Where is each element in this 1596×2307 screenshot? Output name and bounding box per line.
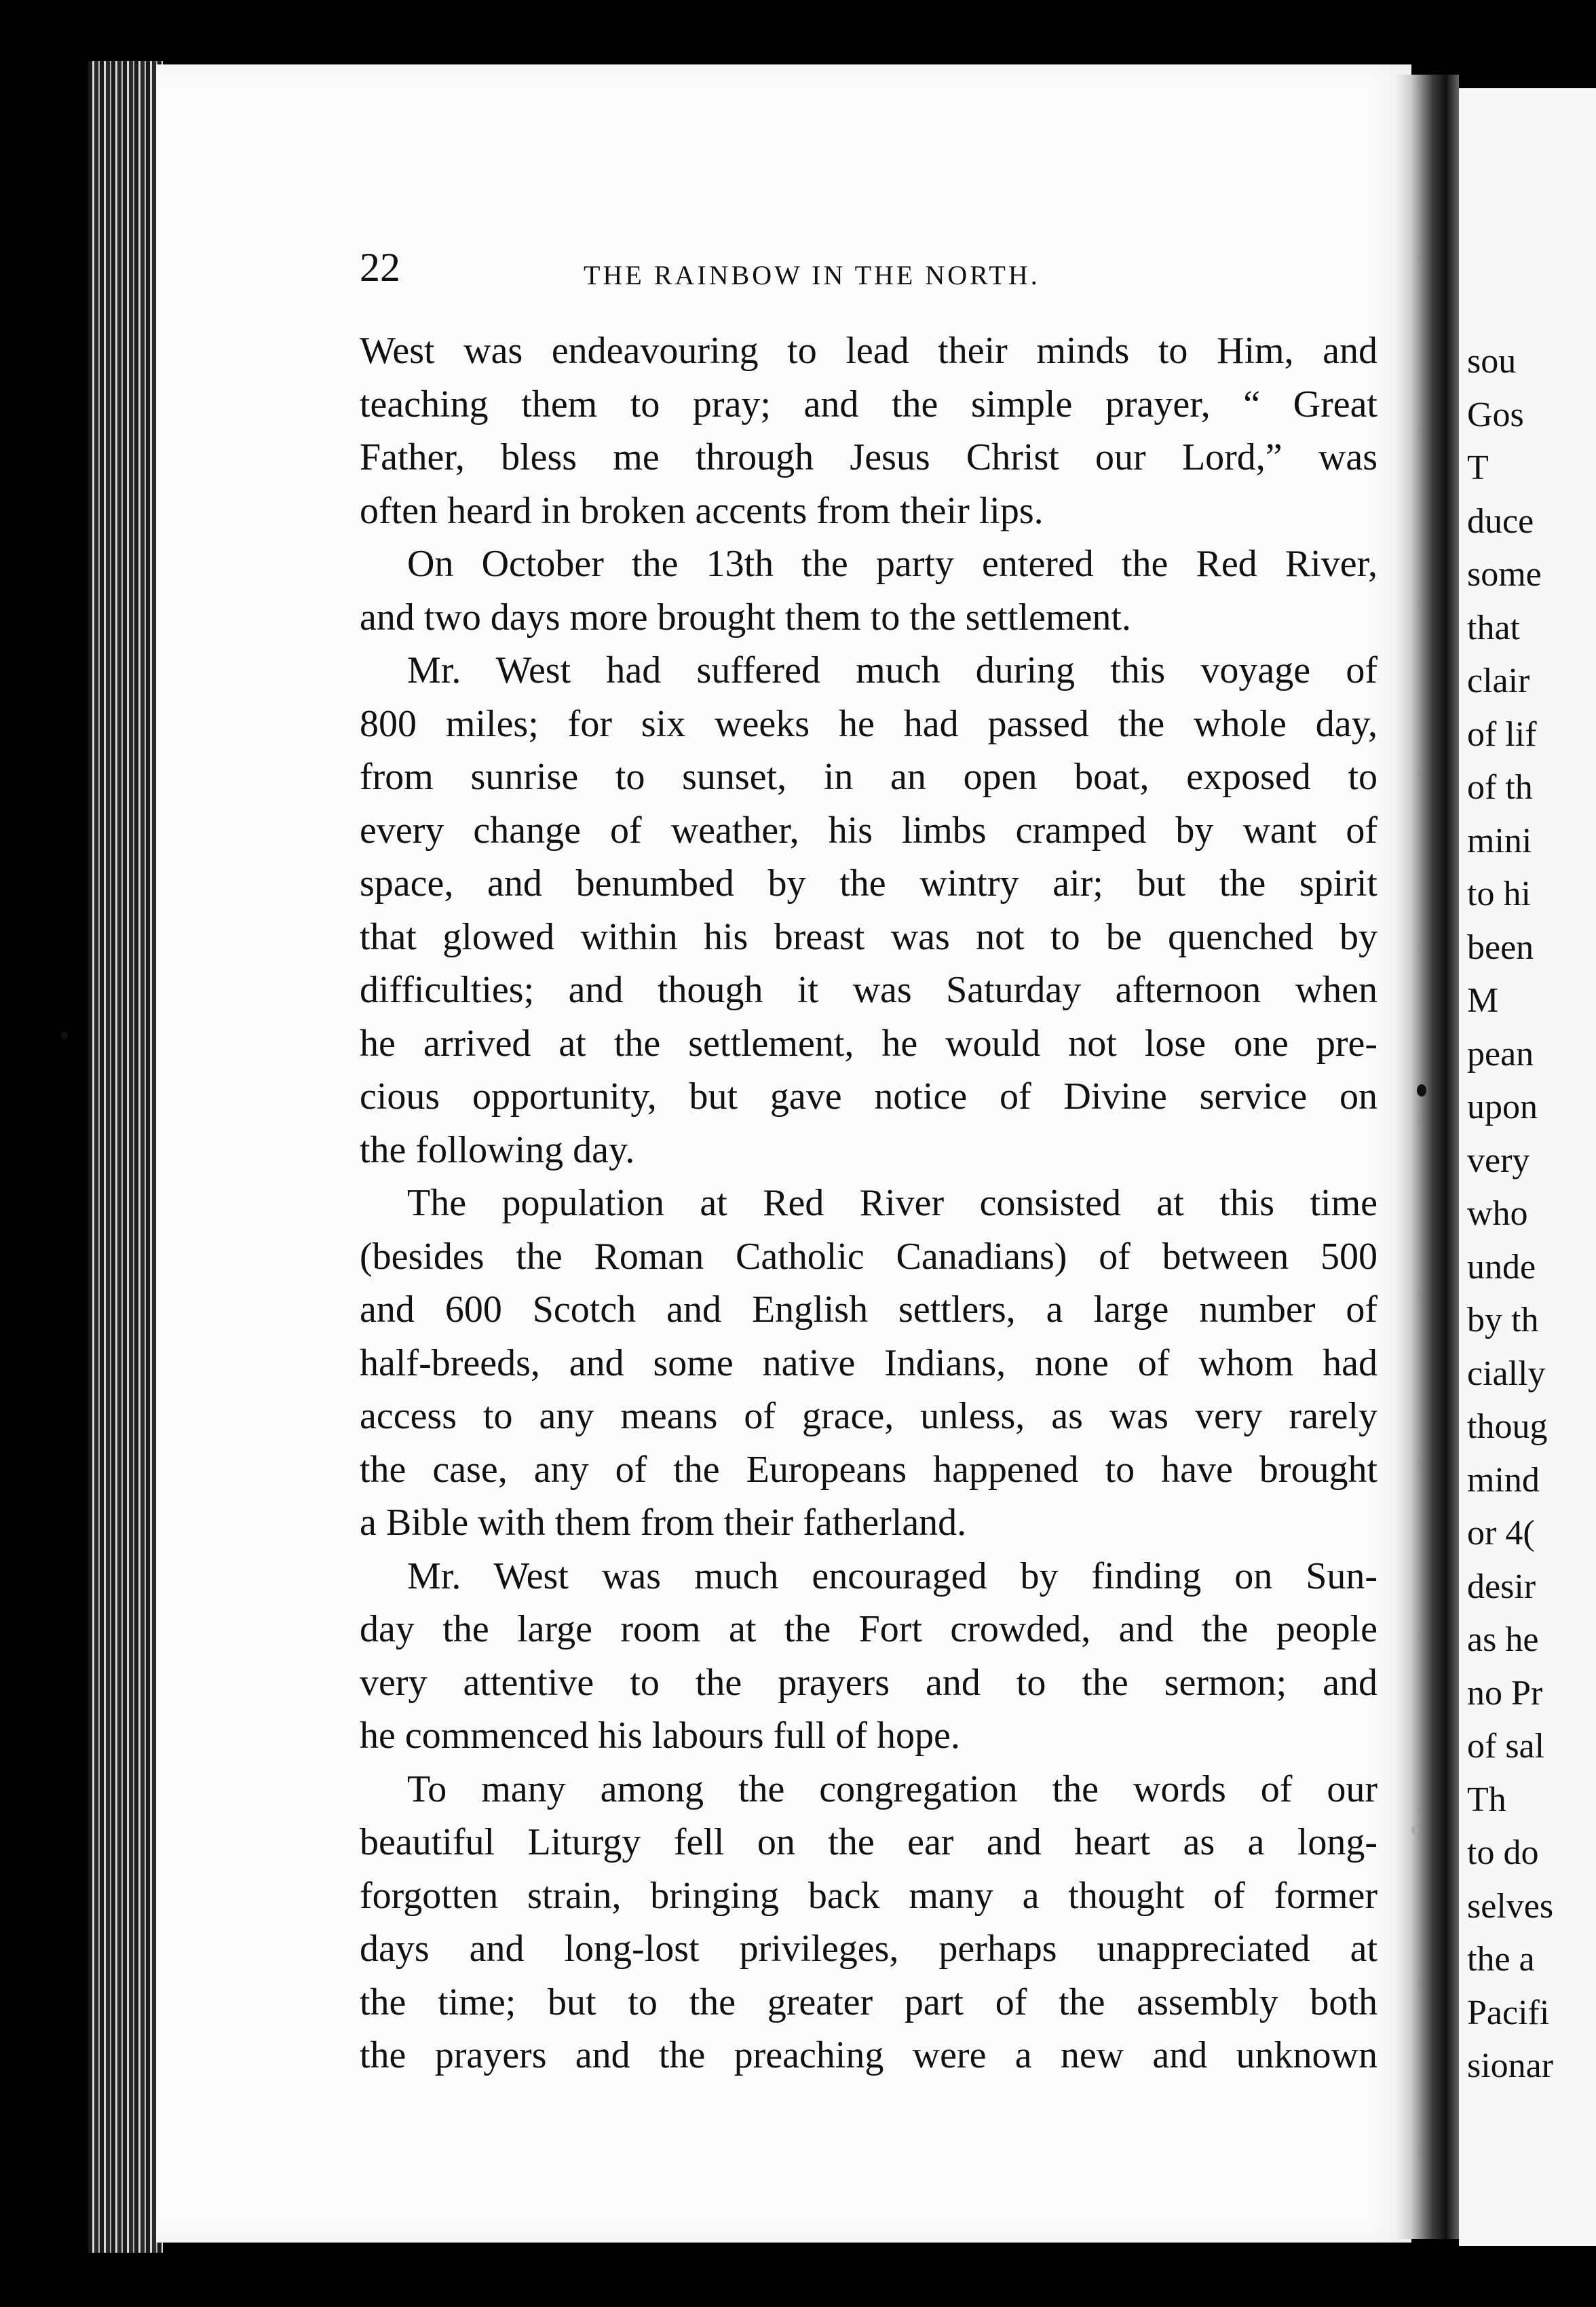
text-line: The population at Red River consisted at this time [407,1182,1378,1224]
text-line: On October the 13th the party entered the Red River, [407,543,1378,585]
text-line: and two days more brought them to the settlement. [360,596,1131,638]
facing-text-fragment: to do [1467,1833,1539,1872]
text-line: forgotten strain, bringing back many a thought of former [360,1874,1378,1917]
facing-text-fragment: pean [1467,1034,1534,1073]
facing-text-fragment: that [1467,608,1520,647]
facing-text-fragment: sionar [1467,2046,1554,2085]
facing-text-fragment: thoug [1467,1407,1548,1446]
text-line: day the large room at the Fort crowded, and the people [360,1608,1378,1650]
facing-text-fragment: upon [1467,1088,1538,1126]
facing-text-fragment: who [1467,1194,1528,1233]
facing-text-fragment: some [1467,555,1542,594]
page-header [360,245,1418,299]
text-line: Mr. West had suffered much during this voyage of [407,649,1378,691]
text-line: beautiful Liturgy fell on the ear and heart as a long- [360,1821,1378,1863]
facing-text-fragment: very [1467,1141,1530,1180]
text-line: half-breeds, and some native Indians, none of whom had [360,1341,1378,1384]
text-line: difficulties; and though it was Saturday afternoon when [360,969,1378,1011]
facing-text-fragment: selves [1467,1886,1554,1926]
facing-page-text [1467,335,1596,2093]
text-line: every change of weather, his limbs cramped by want of [360,809,1378,852]
text-line: (besides the Roman Catholic Canadians) of between 500 [360,1235,1378,1278]
facing-text-fragment: to hi [1467,875,1531,913]
facing-text-fragment: T [1467,449,1489,487]
facing-text-fragment: mind [1467,1460,1540,1500]
facing-text-fragment: of lif [1467,714,1537,754]
facing-text-fragment: unde [1467,1247,1536,1286]
facing-text-fragment: clair [1467,662,1530,700]
text-line: from sunrise to sunset, in an open boat, exposed to [360,756,1378,798]
text-line: the following day. [360,1128,635,1171]
facing-text-fragment: Th [1467,1780,1506,1819]
facing-text-fragment: of th [1467,768,1533,807]
text-line: he commenced his labours full of hope. [360,1715,960,1757]
text-line: a Bible with them from their fatherland. [360,1502,967,1544]
scan-speck [61,1031,68,1040]
facing-text-fragment: duce [1467,501,1534,541]
text-line: and 600 Scotch and English settlers, a large number of [360,1289,1378,1331]
scan-speck [1411,1825,1418,1835]
facing-text-fragment: mini [1467,821,1532,860]
text-line: the case, any of the Europeans happened to have brought [360,1448,1378,1491]
text-line: often heard in broken accents from their lips. [360,489,1044,532]
text-line: Father, bless me through Jesus Christ our Lord,” was [360,436,1378,478]
text-line: West was endeavouring to lead their minds to Him, and [360,330,1378,372]
text-line: access to any means of grace, unless, as was very rarely [360,1395,1378,1437]
facing-text-fragment: Pacifi [1467,1993,1550,2032]
text-line: 800 miles; for six weeks he had passed the whole day, [360,702,1378,745]
facing-text-fragment: desir [1467,1567,1536,1606]
text-line: space, and benumbed by the wintry air; but the spirit [360,862,1378,904]
page-gutter [1394,75,1459,2239]
page-number: 22 [360,245,400,290]
facing-text-fragment: or 4( [1467,1514,1535,1552]
facing-text-fragment: cially [1467,1354,1546,1393]
text-line: cious opportunity, but gave notice of Divine service on [360,1075,1378,1118]
text-line: To many among the congregation the words of our [407,1768,1378,1810]
facing-text-fragment: M [1467,981,1499,1020]
text-line: Mr. West was much encouraged by finding on Sun- [407,1555,1378,1597]
body-text [360,324,1378,2082]
facing-text-fragment: Gos [1467,395,1524,434]
text-line: very attentive to the prayers and to the sermon; and [360,1661,1378,1704]
text-line: he arrived at the settlement, he would not lose one pre- [360,1022,1378,1065]
text-line: days and long-lost privileges, perhaps unappreciated at [360,1928,1378,1970]
facing-text-fragment: as he [1467,1620,1539,1659]
scan-speck [1417,1084,1426,1097]
facing-text-fragment: of sal [1467,1727,1545,1766]
text-line: that glowed within his breast was not to be quenched by [360,915,1378,958]
book-binding-edge [88,61,163,2253]
facing-text-fragment: been [1467,928,1534,967]
facing-text-fragment: the a [1467,1940,1535,1979]
facing-text-fragment: no Pr [1467,1673,1543,1713]
facing-text-fragment: sou [1467,342,1517,381]
facing-text-fragment: by th [1467,1301,1539,1339]
text-line: teaching them to pray; and the simple prayer, “ Great [360,383,1378,425]
running-title: THE RAINBOW IN THE NORTH. [584,260,1040,290]
text-line: the time; but to the greater part of the assembly both [360,1981,1378,2023]
text-line: the prayers and the preaching were a new and unknown [360,2034,1378,2076]
